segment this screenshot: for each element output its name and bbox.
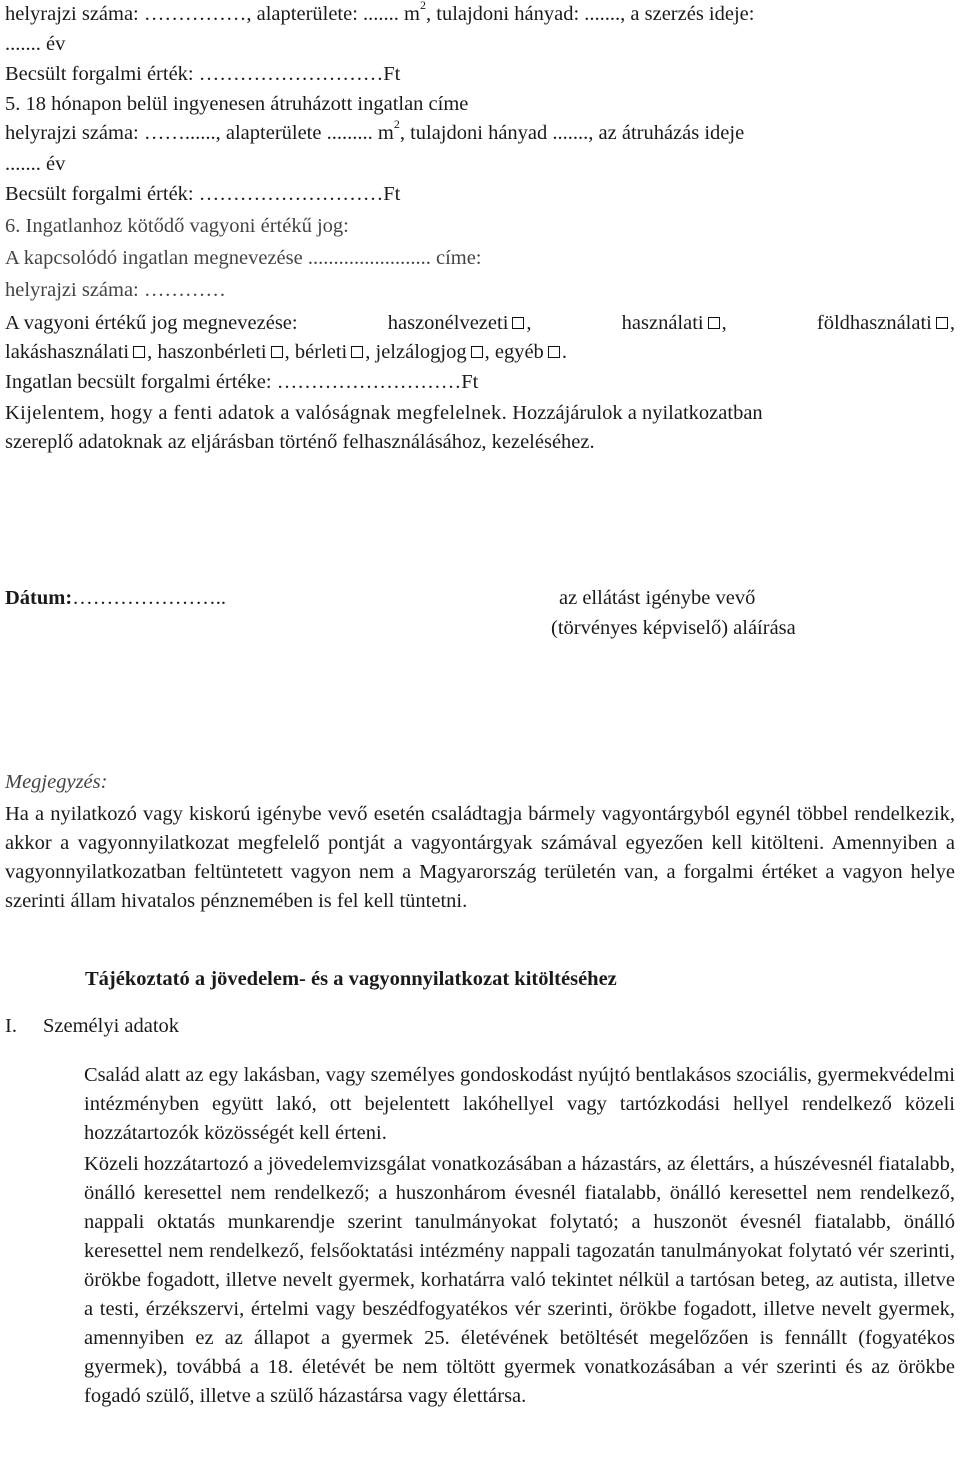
checkbox-icon[interactable] <box>548 346 560 358</box>
property5-line1-tail: , tulajdoni hányad: ......., a szerzés ideje: <box>426 3 755 25</box>
checkbox-icon[interactable] <box>708 317 720 329</box>
right-option-lease[interactable]: haszonbérleti , <box>157 341 290 363</box>
declaration-text-b: Hozzájárulok a nyilatkozatban <box>512 402 763 424</box>
right-option-mortgage[interactable]: jelzálogjog , <box>375 341 490 363</box>
section-number: I. <box>5 1015 17 1037</box>
linked-property-lot: helyrajzi száma: ………… <box>5 279 226 301</box>
declaration-line1 <box>5 399 955 428</box>
rights-line2 <box>5 338 955 367</box>
right-option-use[interactable]: használati , <box>621 312 727 334</box>
guide-title: Tájékoztató a jövedelem- és a vagyonnyilatkozat kitöltéséhez <box>85 968 617 990</box>
date-field[interactable] <box>5 584 226 613</box>
relative-definition: Közeli hozzátartozó a jövedelemvizsgálat vonatkozásában a házastárs, az élettárs, a húszévesnél fiatalabb, önálló keresettel nem rendelkező; a huszonhárom évesnél fiatalabb, önálló keresettel nem rendelkező, nappali oktatás munkarendje szerint tanulmányokat folytató; a huszonöt évesnél fiatalabb, önálló keresettel nem rendelkező, felsőoktatási intézmény nappali tagozatán tanulmányokat folytató vér szerinti, örökbe fogadott, illetve nevelt gyermek, korhatárra való tekintet nélkül a tartósan beteg, az autista, illetve a testi, érzékszervi, értelmi vagy beszédfogyatékos vér szerinti, örökbe fogadott, illetve nevelt gyermek, amennyiben ez az állapot a gyermek 25. életévének betöltését megelőzően is fennállt (fogyatékos gyermek), továbbá a 18. életévét be nem töltött gyermek vonatkozásában a vér szerinti és az örökbe fogadó szülő, illetve a szülő házastársa vagy élettársa. <box>84 1153 955 1407</box>
right-option-usufruct[interactable]: haszonélvezeti , <box>387 312 532 334</box>
square-meter-superscript: 2 <box>393 117 400 132</box>
property5-line1-text: helyrajzi száma: ……………, alapterülete: ....... m <box>5 3 420 25</box>
right-option-rental[interactable]: bérleti , <box>294 341 371 363</box>
checkbox-icon[interactable] <box>471 346 483 358</box>
right-option-other[interactable]: egyéb . <box>494 341 567 363</box>
property5-value: Becsült forgalmi érték: ………………………Ft <box>5 63 401 85</box>
date-dots: ………………….. <box>72 587 226 609</box>
transferred-property-heading: 5. 18 hónapon belül ingyenesen átruházott ingatlan címe <box>5 93 469 115</box>
rights-prefix: A vagyoni értékű jog megnevezése: <box>5 312 298 334</box>
transferred-line1-text: helyrajzi száma: ……......, alapterülete ......... m <box>5 122 394 144</box>
transferred-value: Becsült forgalmi érték: ………………………Ft <box>5 183 401 205</box>
checkbox-icon[interactable] <box>133 346 145 358</box>
transferred-line1 <box>5 119 955 148</box>
right-option-dwelling-use[interactable]: lakáshasználati , <box>5 341 153 363</box>
signature-caption-line2: (törvényes képviselő) aláírása <box>551 617 796 639</box>
checkbox-icon[interactable] <box>351 346 363 358</box>
transferred-line1-tail: , tulajdoni hányad ......., az átruházás ideje <box>399 122 745 144</box>
property-right-value: Ingatlan becsült forgalmi értéke: ………………………Ft <box>5 371 479 393</box>
note-title: Megjegyzés: <box>5 771 108 793</box>
right-option-land-use[interactable]: földhasználati , <box>816 312 955 334</box>
property5-line1 <box>5 0 955 29</box>
section-title: Személyi adatok <box>43 1015 180 1037</box>
family-definition: Család alatt az egy lakásban, vagy személyes gondoskodást nyújtó bentlakásos szociális, gyermekvédelmi intézményben együtt lakó, ott bejelentett lakóhellyel vagy tartózkodási hellyel rendelkező közeli hozzátartozók közösségét kell érteni. <box>84 1064 955 1144</box>
signature-caption-line1: az ellátást igénybe vevő <box>559 587 756 609</box>
declaration-line2: szereplő adatoknak az eljárásban történő felhasználásához, kezeléséhez. <box>5 431 595 453</box>
checkbox-icon[interactable] <box>271 346 283 358</box>
declaration-text-a: Kijelentem, hogy a fenti adatok a valóságnak megfelelnek. <box>5 402 508 424</box>
square-meter-superscript: 2 <box>420 0 426 13</box>
checkbox-icon[interactable] <box>936 317 948 329</box>
note-body: Ha a nyilatkozó vagy kiskorú igénybe vevő esetén családtagja bármely vagyontárgyból egynél többel rendelkezik, akkor a vagyonnyilatkozat megfelelő pontját a vagyontárgyak számával egyezően kell kitölteni. Amennyiben a vagyonnyilatkozatban feltüntetett vagyon nem a Magyarország területén van, a forgalmi értéket a vagyon helye szerinti állam hivatalos pénznemében is fel kell tüntetni. <box>5 803 955 912</box>
property-right-heading: 6. Ingatlanhoz kötődő vagyoni értékű jog: <box>5 215 349 237</box>
date-label: Dátum: <box>5 587 73 609</box>
property5-line2: ....... év <box>5 33 66 55</box>
checkbox-icon[interactable] <box>512 317 524 329</box>
rights-line1 <box>5 309 955 338</box>
linked-property-name: A kapcsolódó ingatlan megnevezése ........................ címe: <box>5 247 482 269</box>
transferred-line2: ....... év <box>5 153 66 175</box>
